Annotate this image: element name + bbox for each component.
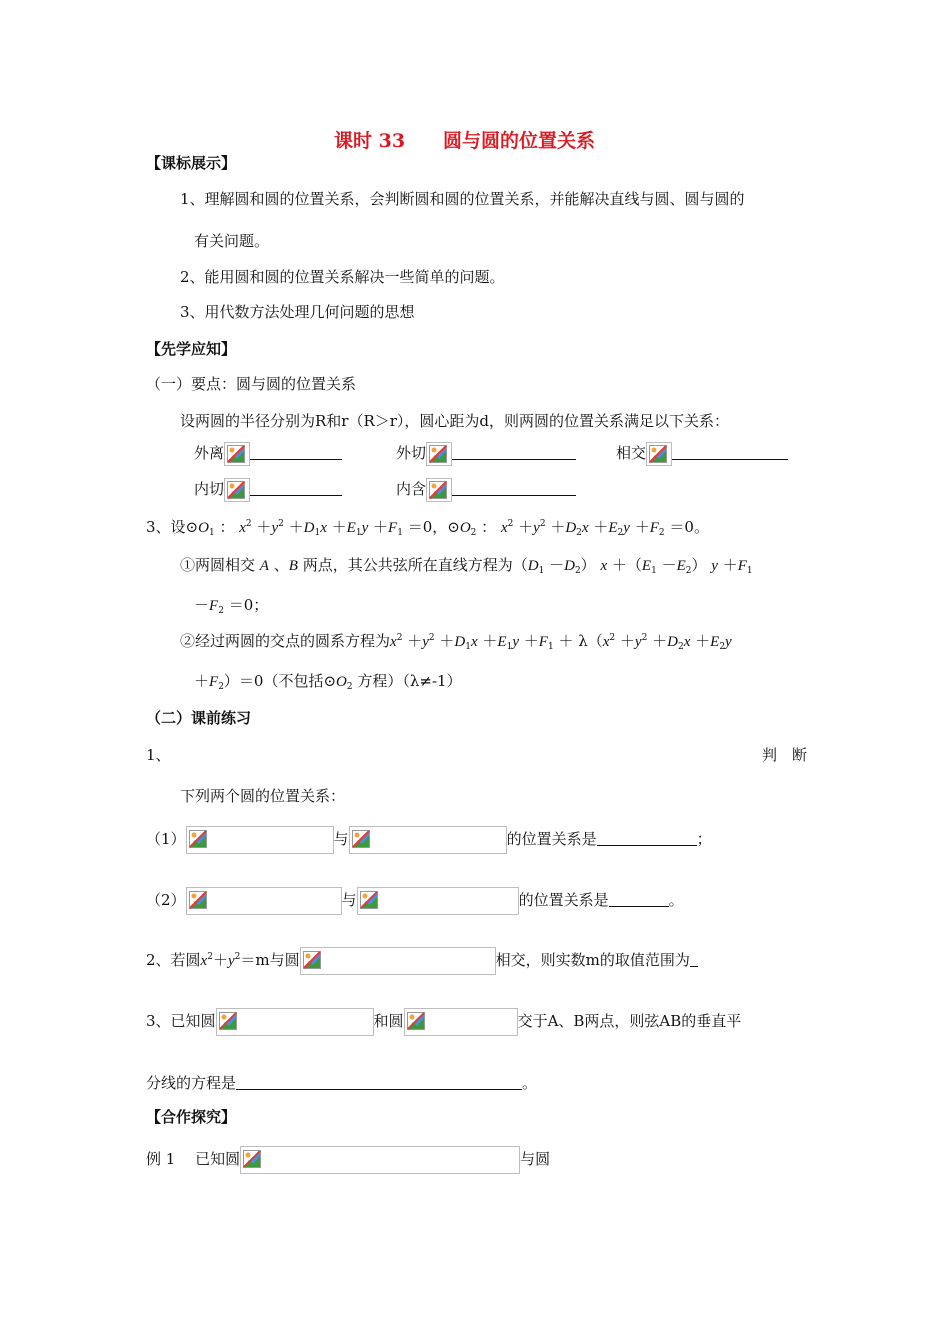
answer-blank[interactable]: [609, 892, 669, 907]
row-internally-tangent: [194, 478, 342, 502]
common-chord-line-2: $-F_2 =0$；: [194, 596, 269, 616]
q1-part2: [146, 887, 684, 915]
circle-o1: O: [198, 520, 209, 536]
standards-item-1a: 1、理解圆和圆的位置关系，会判断圆和圆的位置关系，并能解决直线与圆、圆与圆的: [180, 190, 745, 208]
chord-text-d: ）: [580, 556, 596, 574]
q3-line-2: [146, 1072, 537, 1093]
common-chord-line: ①两圆相交 A 、B 两点，其公共弦所在直线方程为$(D_1 -D_2)$ $x +(E_1 -E_2)$ $y +F_1$: [180, 556, 753, 576]
answer-blank[interactable]: [250, 481, 342, 496]
row-contained: [396, 478, 576, 502]
circle-family-line-2: $+F_2)=0$（不包括$⊙O_2$ 方程）（λ≠-1）: [194, 672, 462, 692]
label-contained: 内含: [396, 480, 427, 498]
circle-equations-line: 3、设$⊙O_1$ ： $x^2 +y^2 +D_1x +E_1y +F_1 =0$，$⊙O_2$ ： $x^2 +y^2 +D_2x +E_2y +F_2 =0$。: [146, 518, 709, 538]
conj-yu: 与: [341, 891, 357, 909]
eq-equals-b: ＝0。: [669, 518, 709, 536]
q3-line: [146, 1008, 741, 1036]
part-label: （2）: [146, 891, 186, 909]
broken-image-equation: [186, 887, 342, 915]
standards-item-2: 2、能用圆和圆的位置关系解决一些简单的问题。: [180, 268, 505, 286]
example-1-text-b: 与圆: [520, 1150, 551, 1168]
label-externally-tangent: 外切: [396, 444, 427, 462]
relationship-intro: 设两圆的半径分别为R和r（R＞r），圆心距为d，则两圆的位置关系满足以下关系：: [180, 412, 730, 430]
q2-text-b: ＝m与圆: [240, 951, 300, 969]
q3-end: 。: [522, 1074, 538, 1092]
q2-text-a: 2、若圆: [146, 951, 201, 969]
broken-image-equation: [357, 887, 519, 915]
family-text-a: ②经过两圆的交点的圆系方程为: [180, 632, 391, 650]
answer-blank[interactable]: [690, 952, 698, 967]
q2-line: 2、若圆$x^2+y^2=m$与圆 相交，则实数m的取值范围为: [146, 947, 698, 975]
section-heading-standards: 【课标展示】: [146, 154, 237, 172]
standards-item-3: 3、用代数方法处理几何问题的思想: [180, 303, 415, 321]
answer-blank[interactable]: [452, 445, 576, 460]
chord-text-b: 、: [273, 556, 289, 574]
broken-image-equation: [300, 947, 496, 975]
conj-yu: 与: [333, 830, 349, 848]
row-separate: [194, 442, 342, 466]
family-tail-2: 方程）（λ≠-1）: [357, 672, 462, 690]
chord-text-a: ①两圆相交: [180, 556, 256, 574]
relation-text: 的位置关系是: [518, 891, 609, 909]
label-separate: 外离: [194, 444, 225, 462]
q1-part1: [146, 826, 712, 854]
broken-image-icon: [224, 478, 250, 502]
q1-text: 下列两个圆的位置关系：: [180, 787, 346, 805]
broken-image-equation: [240, 1146, 520, 1174]
q1-number: 1、: [146, 746, 171, 764]
q2-text-c: 相交，则实数m的取值范围为: [495, 951, 690, 969]
label-intersect: 相交: [616, 444, 647, 462]
label-internally-tangent: 内切: [194, 480, 225, 498]
standards-item-1b: 有关问题。: [194, 232, 270, 250]
answer-blank[interactable]: [250, 445, 342, 460]
semicolon: ；: [696, 830, 712, 848]
answer-blank[interactable]: [672, 445, 788, 460]
q3-text-c: 交于A、B两点，则弦AB的垂直平: [517, 1012, 742, 1030]
period: 。: [668, 891, 684, 909]
relation-text: 的位置关系是: [506, 830, 597, 848]
part-label: （1）: [146, 830, 186, 848]
example-1-line: [146, 1146, 550, 1174]
answer-blank[interactable]: [452, 481, 576, 496]
broken-image-icon: [426, 442, 452, 466]
row-externally-tangent: [396, 442, 576, 466]
example-1-text-a: 例 1 已知圆: [146, 1150, 241, 1168]
section-heading-exercises: （二）课前练习: [146, 709, 252, 727]
section-heading-prestudy: 【先学应知】: [146, 340, 237, 358]
broken-image-icon: [426, 478, 452, 502]
q3-text-a: 3、已知圆: [146, 1012, 216, 1030]
eq-lead: 3、设⊙: [146, 518, 199, 536]
answer-blank[interactable]: [597, 831, 697, 846]
circle-family-line: ②经过两圆的交点的圆系方程为$x^2 +y^2 +D_1x +E_1y +F_1 + \lambda(x^2 +y^2 +D_2x +E_2y$: [180, 632, 732, 652]
subsection-key-points: （一）要点：圆与圆的位置关系: [146, 375, 357, 393]
section-heading-cooperative: 【合作探究】: [146, 1108, 237, 1126]
broken-image-icon: [646, 442, 672, 466]
q3-text-b: 和圆: [373, 1012, 404, 1030]
broken-image-equation: [404, 1008, 518, 1036]
broken-image-icon: [224, 442, 250, 466]
broken-image-equation: [186, 826, 334, 854]
answer-blank[interactable]: [236, 1075, 522, 1090]
page-title: 课时 33 圆与圆的位置关系: [334, 130, 596, 152]
broken-image-equation: [216, 1008, 374, 1036]
chord-text-c: 两点，其公共弦所在直线方程为（: [302, 556, 528, 574]
eq-equals-a: ＝0，⊙: [407, 518, 460, 536]
q1-right-text: 判 断: [762, 746, 808, 764]
broken-image-equation: [349, 826, 507, 854]
row-intersect: [616, 442, 788, 466]
q3-text-d: 分线的方程是: [146, 1074, 237, 1092]
circle-o2: O: [459, 520, 471, 536]
family-tail: ）＝0（不包括⊙: [223, 672, 337, 690]
